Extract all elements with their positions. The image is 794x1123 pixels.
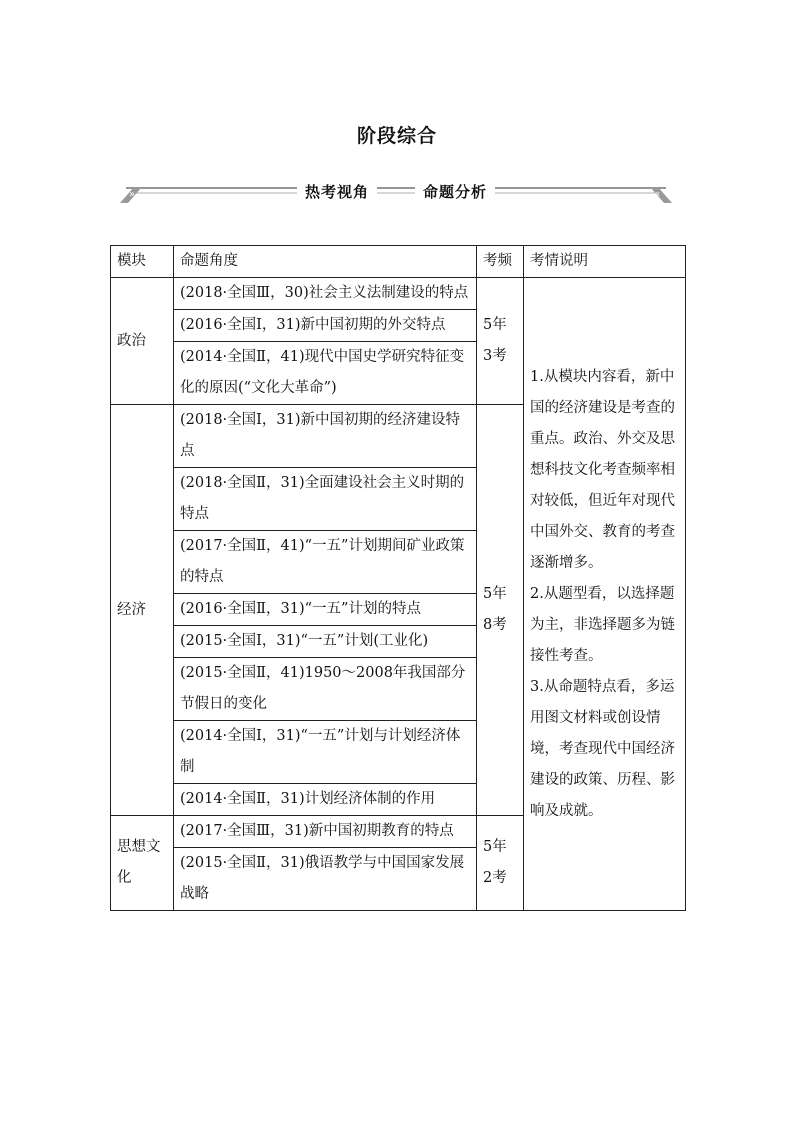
question-cell: (2017·全国Ⅲ，31)新中国初期教育的特点	[174, 816, 477, 848]
table-header-row	[111, 246, 686, 278]
question-cell: (2015·全国Ⅰ，31)“一五”计划(工业化)	[174, 626, 477, 658]
banner-label-left: 热考视角	[297, 183, 377, 201]
question-cell: (2016·全国Ⅰ，31)新中国初期的外交特点	[174, 310, 477, 342]
page-title: 阶段综合	[356, 125, 437, 147]
table-row	[111, 278, 686, 310]
question-cell: (2017·全国Ⅱ，41)“一五”计划期间矿业政策的特点	[174, 531, 477, 594]
notes-cell	[524, 278, 686, 911]
svg-text:»: »	[129, 189, 136, 200]
module-cell: 经济	[111, 405, 174, 816]
exam-analysis-table	[110, 245, 686, 911]
question-cell: (2016·全国Ⅱ，31)“一五”计划的特点	[174, 594, 477, 626]
header-module: 模块	[111, 246, 174, 278]
frequency-cell: 5年 8考	[477, 405, 524, 816]
module-cell: 政治	[111, 278, 174, 405]
note-item: 2.从题型看，以选择题为主，非选择题多为链接性考查。	[530, 585, 675, 664]
module-cell: 思想文化	[111, 816, 174, 911]
banner-label-right: 命题分析	[415, 183, 495, 201]
header-angle: 命题角度	[174, 246, 477, 278]
frequency-cell: 5年 2考	[477, 816, 524, 911]
question-cell: (2018·全国Ⅰ，31)新中国初期的经济建设特点	[174, 405, 477, 468]
question-cell: (2018·全国Ⅱ，31)全面建设社会主义时期的特点	[174, 468, 477, 531]
question-cell: (2014·全国Ⅱ，41)现代中国史学研究特征变化的原因(“文化大革命”)	[174, 342, 477, 405]
note-item: 1.从模块内容看，新中国的经济建设是考查的重点。政治、外交及思想科技文化考查频率相对较低，但近年对现代中国外交、教育的考查逐渐增多。	[530, 368, 675, 571]
section-banner	[116, 173, 676, 209]
question-cell: (2014·全国Ⅱ，31)计划经济体制的作用	[174, 784, 477, 816]
question-cell: (2018·全国Ⅲ，30)社会主义法制建设的特点	[174, 278, 477, 310]
question-cell: (2015·全国Ⅱ，41)1950～2008年我国部分节假日的变化	[174, 658, 477, 721]
question-cell: (2014·全国Ⅰ，31)“一五”计划与计划经济体制	[174, 721, 477, 784]
svg-text:«: «	[654, 189, 661, 200]
frequency-cell: 5年 3考	[477, 278, 524, 405]
question-cell: (2015·全国Ⅱ，31)俄语教学与中国国家发展战略	[174, 848, 477, 911]
header-frequency: 考频	[477, 246, 524, 278]
note-item: 3.从命题特点看，多运用图文材料或创设情境，考查现代中国经济建设的政策、历程、影响及成就。	[530, 678, 675, 819]
header-notes: 考情说明	[524, 246, 686, 278]
